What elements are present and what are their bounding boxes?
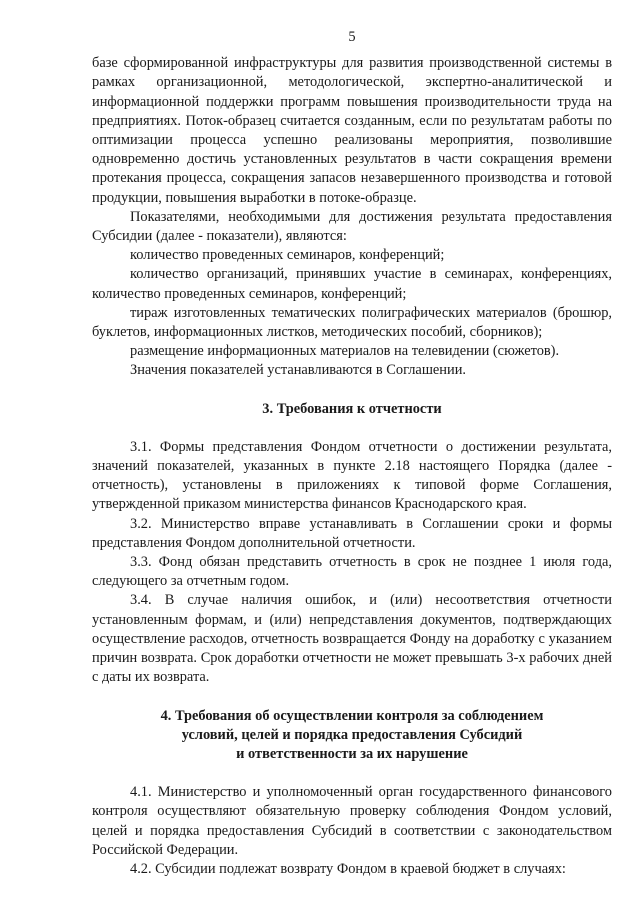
section-4-heading-line: 4. Требования об осуществлении контроля за соблюдением xyxy=(160,707,544,724)
indicators-lead: Показателями, необходимыми для достижения результата предоставления Субсидии (далее - показатели), являются: xyxy=(92,208,612,245)
section-4-heading-line: условий, целей и порядка предоставления Субсидий xyxy=(181,726,523,743)
section-3-paragraph: 3.3. Фонд обязан представить отчетность в срок не позднее 1 июля года, следующего за отчетным годом. xyxy=(92,554,612,590)
section-3-paragraph: 3.2. Министерство вправе устанавливать в Соглашении сроки и формы представления Фондом дополнительной отчетности. xyxy=(92,515,612,551)
intro-paragraph: базе сформированной инфраструктуры для развития производственной системы в рамках организационной, методологической, экспертно-аналитической и информационной поддержки программ повышения производительности труда на предприятиях. Поток-образец считается созданным, если по результатам работы по оптимизации процесса успешно реализованы мероприятия, позволившие одновременно достичь установленных результатов в части сокращения времени протекания процесса, сокращения запасов незавершенного производства и готовой продукции, повышения выработки в потоке-образце. xyxy=(92,55,612,206)
section-4-heading-line: и ответственности за их нарушение xyxy=(236,745,468,762)
section-3-paragraph: 3.4. В случае наличия ошибок, и (или) несоответствия отчетности установленным формам, и (или) непредставления документов, подтверждающих осуществление расходов, отчетность возвращается Фонду на доработку с указанием причин возврата. Срок доработки отчетности не может превышать 3-х рабочих дней с даты их возврата. xyxy=(92,592,612,686)
indicator-item: количество проведенных семинаров, конференций; xyxy=(130,247,445,264)
page-number: 5 xyxy=(348,29,356,45)
indicators-closing: Значения показателей устанавливаются в Соглашении. xyxy=(130,362,466,379)
section-3-heading: 3. Требования к отчетности xyxy=(262,400,442,417)
section-4-heading xyxy=(92,707,612,765)
section-3-paragraph: 3.1. Формы представления Фондом отчетности о достижении результата, значений показателей, указанных в пункте 2.18 настоящего Порядка (далее - отчетность), установлены в приложениях к типовой форме Соглашения, утвержденной приказом министерства финансов Краснодарского края. xyxy=(92,438,612,513)
section-4-paragraph: 4.1. Министерство и уполномоченный орган государственного финансового контроля осуществляют обязательную проверку соблюдения Фондом условий, целей и порядка предоставления Субсидий в соответствии с законодательством Российской Федерации. xyxy=(92,784,612,858)
document-page xyxy=(92,28,612,879)
indicator-item: количество организаций, принявших участие в семинарах, конференциях, количество проведенных семинаров, конференций; xyxy=(92,266,612,302)
section-4-paragraph: 4.2. Субсидии подлежат возврату Фондом в краевой бюджет в случаях: xyxy=(130,860,566,877)
indicator-item: размещение информационных материалов на телевидении (сюжетов). xyxy=(130,343,560,360)
indicator-item: тираж изготовленных тематических полиграфических материалов (брошюр, буклетов, информационных листков, методических пособий, сборников); xyxy=(92,304,612,341)
